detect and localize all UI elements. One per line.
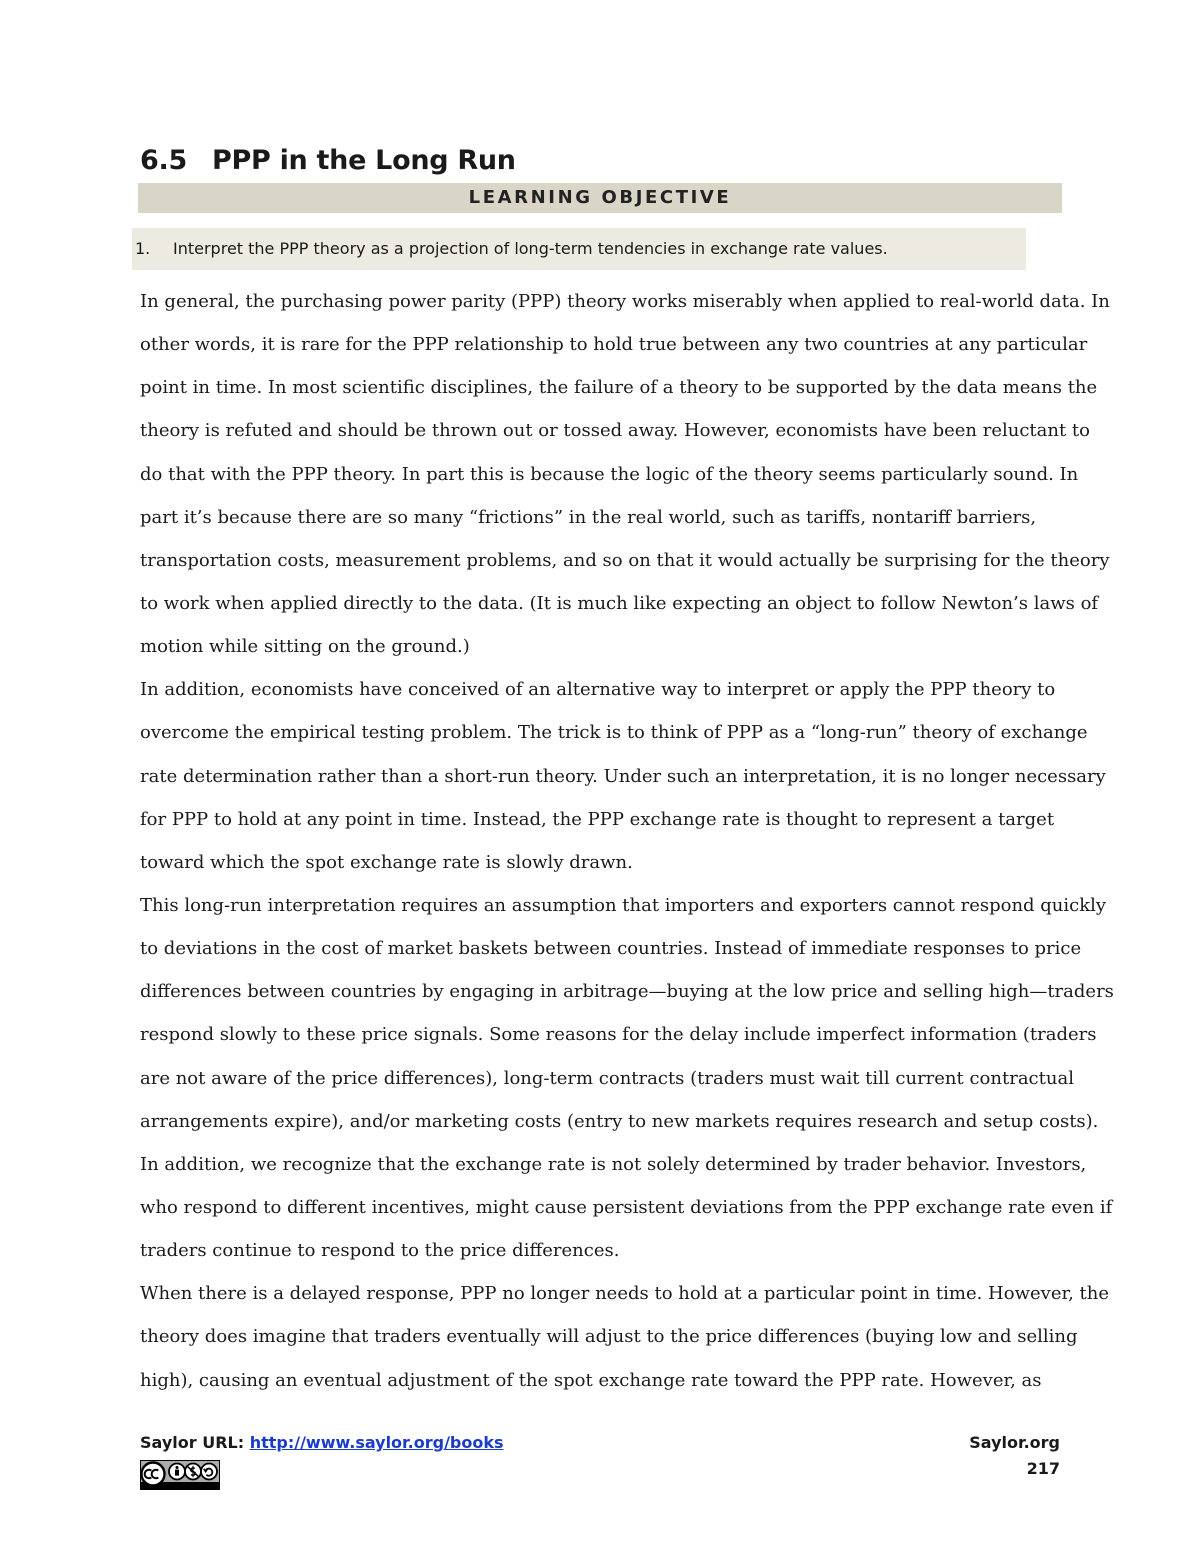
body-line: part it’s because there are so many “frictions” in the real world, such as tariffs, nontariff barriers, <box>140 506 1037 528</box>
body-line: point in time. In most scientific disciplines, the failure of a theory to be supported by the data means the <box>140 377 1098 399</box>
body-line: In addition, we recognize that the exchange rate is not solely determined by trader behavior. Investors, <box>140 1153 1087 1175</box>
body-line: In general, the purchasing power parity (PPP) theory works miserably when applied to real-world data. In <box>140 291 1110 312</box>
body-line: arrangements expire), and/or marketing costs (entry to new markets requires research and setup costs). <box>140 1110 1099 1132</box>
learning-objective-item <box>132 228 1026 270</box>
learning-objective-text: Interpret the PPP theory as a projection of long-term tendencies in exchange rate values. <box>173 239 888 258</box>
footer-site-name: Saylor.org <box>969 1433 1060 1452</box>
section-heading <box>140 145 516 176</box>
body-line: to deviations in the cost of market baskets between countries. Instead of immediate responses to price <box>140 938 1082 960</box>
body-line: traders continue to respond to the price differences. <box>140 1240 620 1262</box>
page-number: 217 <box>1026 1459 1060 1478</box>
section-number: 6.5 <box>140 145 187 176</box>
saylor-books-link[interactable]: http://www.saylor.org/books <box>249 1433 504 1452</box>
body-line: toward which the spot exchange rate is slowly drawn. <box>140 851 633 873</box>
body-line: who respond to different incentives, might cause persistent deviations from the PPP exchange rate even if <box>140 1196 1113 1218</box>
body-line: differences between countries by engaging in arbitrage—buying at the low price and selling high—traders <box>140 981 1114 1003</box>
learning-objective-header: LEARNING OBJECTIVE <box>138 183 1062 213</box>
body-line: motion while sitting on the ground.) <box>140 636 470 658</box>
learning-objective-number: 1. <box>135 239 151 258</box>
footer-url-label: Saylor URL: <box>140 1433 245 1452</box>
body-line: are not aware of the price differences), long-term contracts (traders must wait till current contractual <box>140 1067 1074 1089</box>
body-line: overcome the empirical testing problem. The trick is to think of PPP as a “long-run” theory of exchange <box>140 722 1088 744</box>
body-line: theory is refuted and should be thrown out or tossed away. However, economists have been reluctant to <box>140 420 1090 442</box>
body-line: for PPP to hold at any point in time. Instead, the PPP exchange rate is thought to represent a target <box>140 808 1055 830</box>
body-line: This long-run interpretation requires an assumption that importers and exporters cannot respond quickly <box>140 894 1107 916</box>
body-line: When there is a delayed response, PPP no longer needs to hold at a particular point in time. However, the <box>140 1283 1110 1305</box>
body-line: to work when applied directly to the data. (It is much like expecting an object to follow Newton’s laws of <box>140 592 1099 614</box>
body-line: respond slowly to these price signals. Some reasons for the delay include imperfect information (traders <box>140 1024 1097 1046</box>
body-line: high), causing an eventual adjustment of the spot exchange rate toward the PPP rate. However, as <box>140 1369 1042 1391</box>
body-line: other words, it is rare for the PPP relationship to hold true between any two countries at any particular <box>140 334 1088 356</box>
footer-url <box>140 1433 504 1452</box>
body-line: rate determination rather than a short-run theory. Under such an interpretation, it is no longer necessary <box>140 765 1106 787</box>
body-line: In addition, economists have conceived of an alternative way to interpret or apply the PPP theory to <box>140 679 1056 701</box>
body-line: do that with the PPP theory. In part this is because the logic of the theory seems particularly sound. In <box>140 463 1079 485</box>
cc-by-nc-sa-icon <box>140 1460 220 1490</box>
body-line: theory does imagine that traders eventually will adjust to the price differences (buying low and selling <box>140 1326 1078 1348</box>
body-line: transportation costs, measurement problems, and so on that it would actually be surprising for the theory <box>140 549 1110 571</box>
body-text <box>140 280 1114 1402</box>
section-title: PPP in the Long Run <box>212 145 516 176</box>
